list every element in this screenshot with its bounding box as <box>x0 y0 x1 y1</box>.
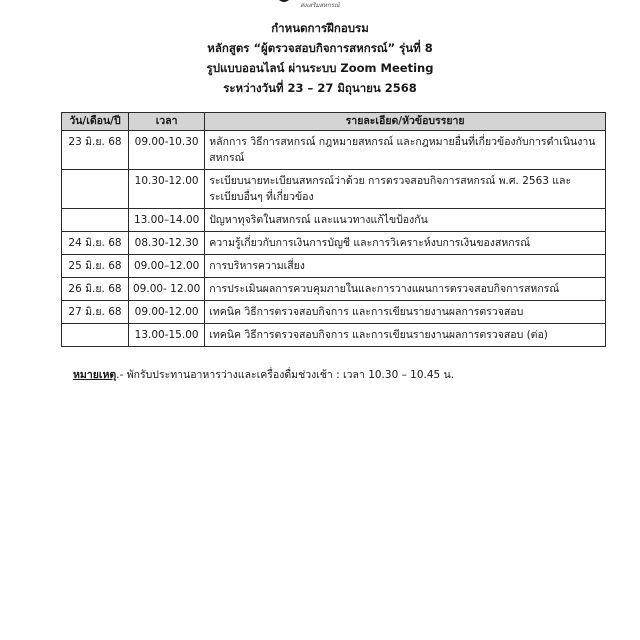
title-line-4: ระหว่างวันที่ 23 – 27 มิถุนายน 2568 <box>223 81 417 95</box>
table-row <box>62 170 606 209</box>
row-detail: การประเมินผลการควบคุมภายในและการวางแผนการตรวจสอบกิจการสหกรณ์ <box>205 278 606 301</box>
row-time: 09.00-10.30 <box>129 131 205 170</box>
logo-caption: ส่งเสริมสหกรณ์ <box>300 2 340 9</box>
table-header-row <box>62 113 606 131</box>
row-date: 24 มิ.ย. 68 <box>62 232 129 255</box>
header-date: วัน/เดือน/ปี <box>62 113 129 131</box>
table-row <box>62 278 606 301</box>
footnote <box>73 366 454 383</box>
row-date: 27 มิ.ย. 68 <box>62 301 129 324</box>
table-row <box>62 232 606 255</box>
row-date <box>62 324 129 347</box>
title-line-3: รูปแบบออนไลน์ ผ่านระบบ Zoom Meeting <box>206 61 434 75</box>
organization-logo <box>271 0 297 6</box>
footnote-label: หมายเหตุ <box>73 369 117 381</box>
row-date: 23 มิ.ย. 68 <box>62 131 129 170</box>
title-line-2: หลักสูตร “ผู้ตรวจสอบกิจการสหกรณ์” รุ่นที่ 8 <box>207 41 433 55</box>
row-detail: หลักการ วิธีการสหกรณ์ กฎหมายสหกรณ์ และกฎหมายอื่นที่เกี่ยวข้องกับการดำเนินงานสหกรณ์ <box>205 131 606 170</box>
row-detail: ระเบียบนายทะเบียนสหกรณ์ว่าด้วย การตรวจสอบกิจการสหกรณ์ พ.ศ. 2563 และระเบียบอื่นๆ ที่เกี่ยวข้อง <box>205 170 606 209</box>
row-detail: ปัญหาทุจริตในสหกรณ์ และแนวทางแก้ไขป้องกัน <box>205 209 606 232</box>
footnote-text: .- พักรับประทานอาหารว่างและเครื่องดื่มช่วงเช้า : เวลา 10.30 – 10.45 น. <box>116 369 455 381</box>
document-title-block <box>0 18 640 98</box>
row-time: 09.00- 12.00 <box>129 278 205 301</box>
row-time: 08.30-12.30 <box>129 232 205 255</box>
row-date <box>62 170 129 209</box>
row-date <box>62 209 129 232</box>
row-date: 26 มิ.ย. 68 <box>62 278 129 301</box>
row-time: 10.30-12.00 <box>129 170 205 209</box>
table-row <box>62 209 606 232</box>
row-time: 13.00-15.00 <box>129 324 205 347</box>
title-line-1: กำหนดการฝึกอบรม <box>271 21 369 35</box>
row-time: 09.00–12.00 <box>129 255 205 278</box>
row-detail: การบริหารความเสี่ยง <box>205 255 606 278</box>
row-detail: ความรู้เกี่ยวกับการเงินการบัญชี และการวิเคราะห์งบการเงินของสหกรณ์ <box>205 232 606 255</box>
row-time: 09.00-12.00 <box>129 301 205 324</box>
header-detail: รายละเอียด/หัวข้อบรรยาย <box>205 113 606 131</box>
header-time: เวลา <box>129 113 205 131</box>
row-detail: เทคนิค วิธีการตรวจสอบกิจการ และการเขียนรายงานผลการตรวจสอบ <box>205 301 606 324</box>
table-row <box>62 131 606 170</box>
table-row <box>62 255 606 278</box>
row-time: 13.00–14.00 <box>129 209 205 232</box>
row-detail: เทคนิค วิธีการตรวจสอบกิจการ และการเขียนรายงานผลการตรวจสอบ (ต่อ) <box>205 324 606 347</box>
schedule-table <box>61 112 606 347</box>
row-date: 25 มิ.ย. 68 <box>62 255 129 278</box>
table-row <box>62 324 606 347</box>
table-row <box>62 301 606 324</box>
